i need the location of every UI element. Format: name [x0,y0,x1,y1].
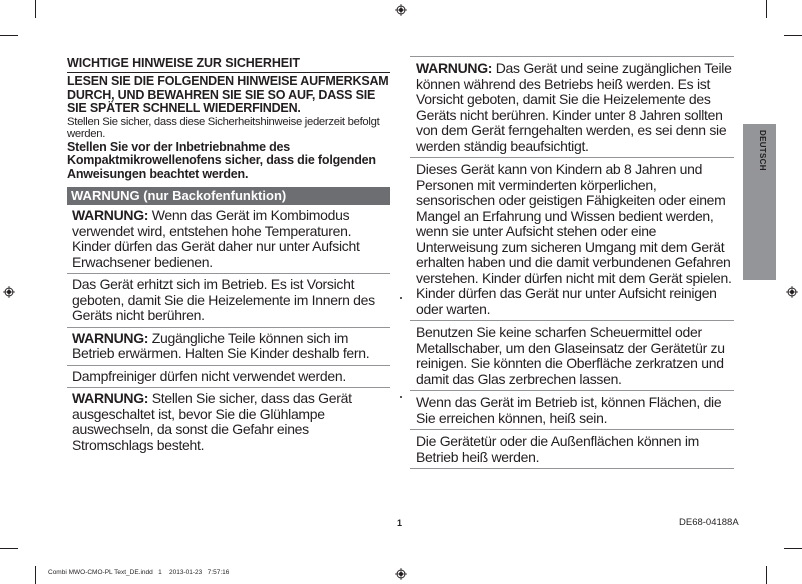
fold-dot [400,396,402,398]
fold-dot [400,297,402,299]
warning-label: WARNUNG: [72,207,149,223]
warning-box [67,274,390,328]
page-number: 1 [397,518,403,528]
warning-box [67,205,390,274]
section-title: WICHTIGE HINWEISE ZUR SICHERHEIT [67,56,390,73]
box-text: Benutzen Sie keine scharfen Scheuermittel oder Metallschaber, um den Glaseinsatz der Gerätetür zu reinigen. Sie könnten die Oberfläche zerkratzen und damit das Glas zerbrechen lassen. [416,324,725,387]
warning-bar: WARNUNG (nur Backofenfunktion) [67,187,390,205]
document-code: DE68-04188A [679,517,739,528]
box-text: Das Gerät und seine zugänglichen Teile können während des Betriebs heiß werden. Es ist Vorsicht geboten, damit Sie die Heizelemente des Geräts nicht berühren. Kinder unter 8 Jahren sollten von dem Gerät ferngehalten werden, es sei denn sie werden ständig beaufsichtigt. [416,60,732,154]
box-text: Die Gerätetür oder die Außenflächen können im Betrieb heiß werden. [416,433,700,465]
box-text: Dampfreiniger dürfen nicht verwendet werden. [72,367,346,384]
warning-box [67,328,390,366]
box-text: Dieses Gerät kann von Kindern ab 8 Jahren und Personen mit verminderten körperlichen, sensorischen oder geistigen Fähigkeiten oder einem Mangel an Erfahrung und Wissen bedient werden, wenn sie unter Aufsicht stehen oder eine Unterweisung zum sicheren Umgang mit dem Gerät erhalten haben und die damit verbundenen Gefahren verstehen. Kinder dürfen nicht mit dem Gerät spielen. Kinder dürfen das Gerät nur unter Aufsicht reinigen oder warten. [416,161,732,317]
box-text: Das Gerät erhitzt sich im Betrieb. Es ist Vorsicht geboten, damit Sie die Heizelemente im Innern des Geräts nicht berühren. [72,276,375,323]
crop-mark [0,548,18,549]
warning-box [67,388,390,456]
registration-mark-icon [395,4,407,16]
box-text: Wenn das Gerät im Kombimodus verwendet wird, entstehen hohe Temperaturen. Kinder dürfen das Gerät daher nur unter Aufsicht Erwachsener bedienen. [72,207,360,270]
box-text: Stellen Sie sicher, dass das Gerät ausgeschaltet ist, bevor Sie die Glühlampe auswechseln, da sonst die Gefahr eines Stromschlags besteht. [72,390,352,453]
language-tab [743,124,776,280]
registration-mark-icon [395,568,407,580]
crop-mark [35,0,36,18]
intro-small: Stellen Sie sicher, dass diese Sicherheitshinweise jederzeit befolgt werden. [67,115,380,140]
registration-mark-icon [786,286,798,298]
intro-bold: LESEN SIE DIE FOLGENDEN HINWEISE AUFMERKSAM DURCH, UND BEWAHREN SIE SIE SO AUF, DASS SIE SIE SPÄTER SCHNELL WIEDERFINDEN. [67,74,389,115]
left-column [67,56,390,456]
warning-box [410,321,734,391]
warning-label: WARNUNG: [72,329,149,346]
warning-box [67,366,390,389]
warning-label: WARNUNG: [416,60,493,76]
language-tab-label: DEUTSCH [758,130,767,171]
crop-mark [766,0,767,18]
warning-box [410,57,734,158]
warning-box [410,430,734,469]
box-text: Wenn das Gerät im Betrieb ist, können Flächen, die Sie erreichen können, heiß sein. [416,394,722,426]
box-text: Zugängliche Teile können sich im Betrieb erwärmen. Halten Sie Kinder deshalb fern. [72,329,370,361]
registration-mark-icon [3,286,15,298]
crop-mark [784,35,802,36]
warning-box [410,391,734,430]
crop-mark [766,566,767,584]
crop-mark [784,548,802,549]
warning-box [410,158,734,321]
print-footer: Combi MWO-CMO-PL Text_DE.indd 1 2013-01-23 7:57:16 [48,569,230,576]
right-column [410,56,734,469]
crop-mark [35,566,36,584]
crop-mark [0,35,18,36]
warning-label: WARNUNG: [72,390,149,406]
intro-bold-2: Stellen Sie vor der Inbetriebnahme des Kompaktmikrowellenofens sicher, dass die folgenden Anweisungen beachtet werden. [67,139,376,181]
